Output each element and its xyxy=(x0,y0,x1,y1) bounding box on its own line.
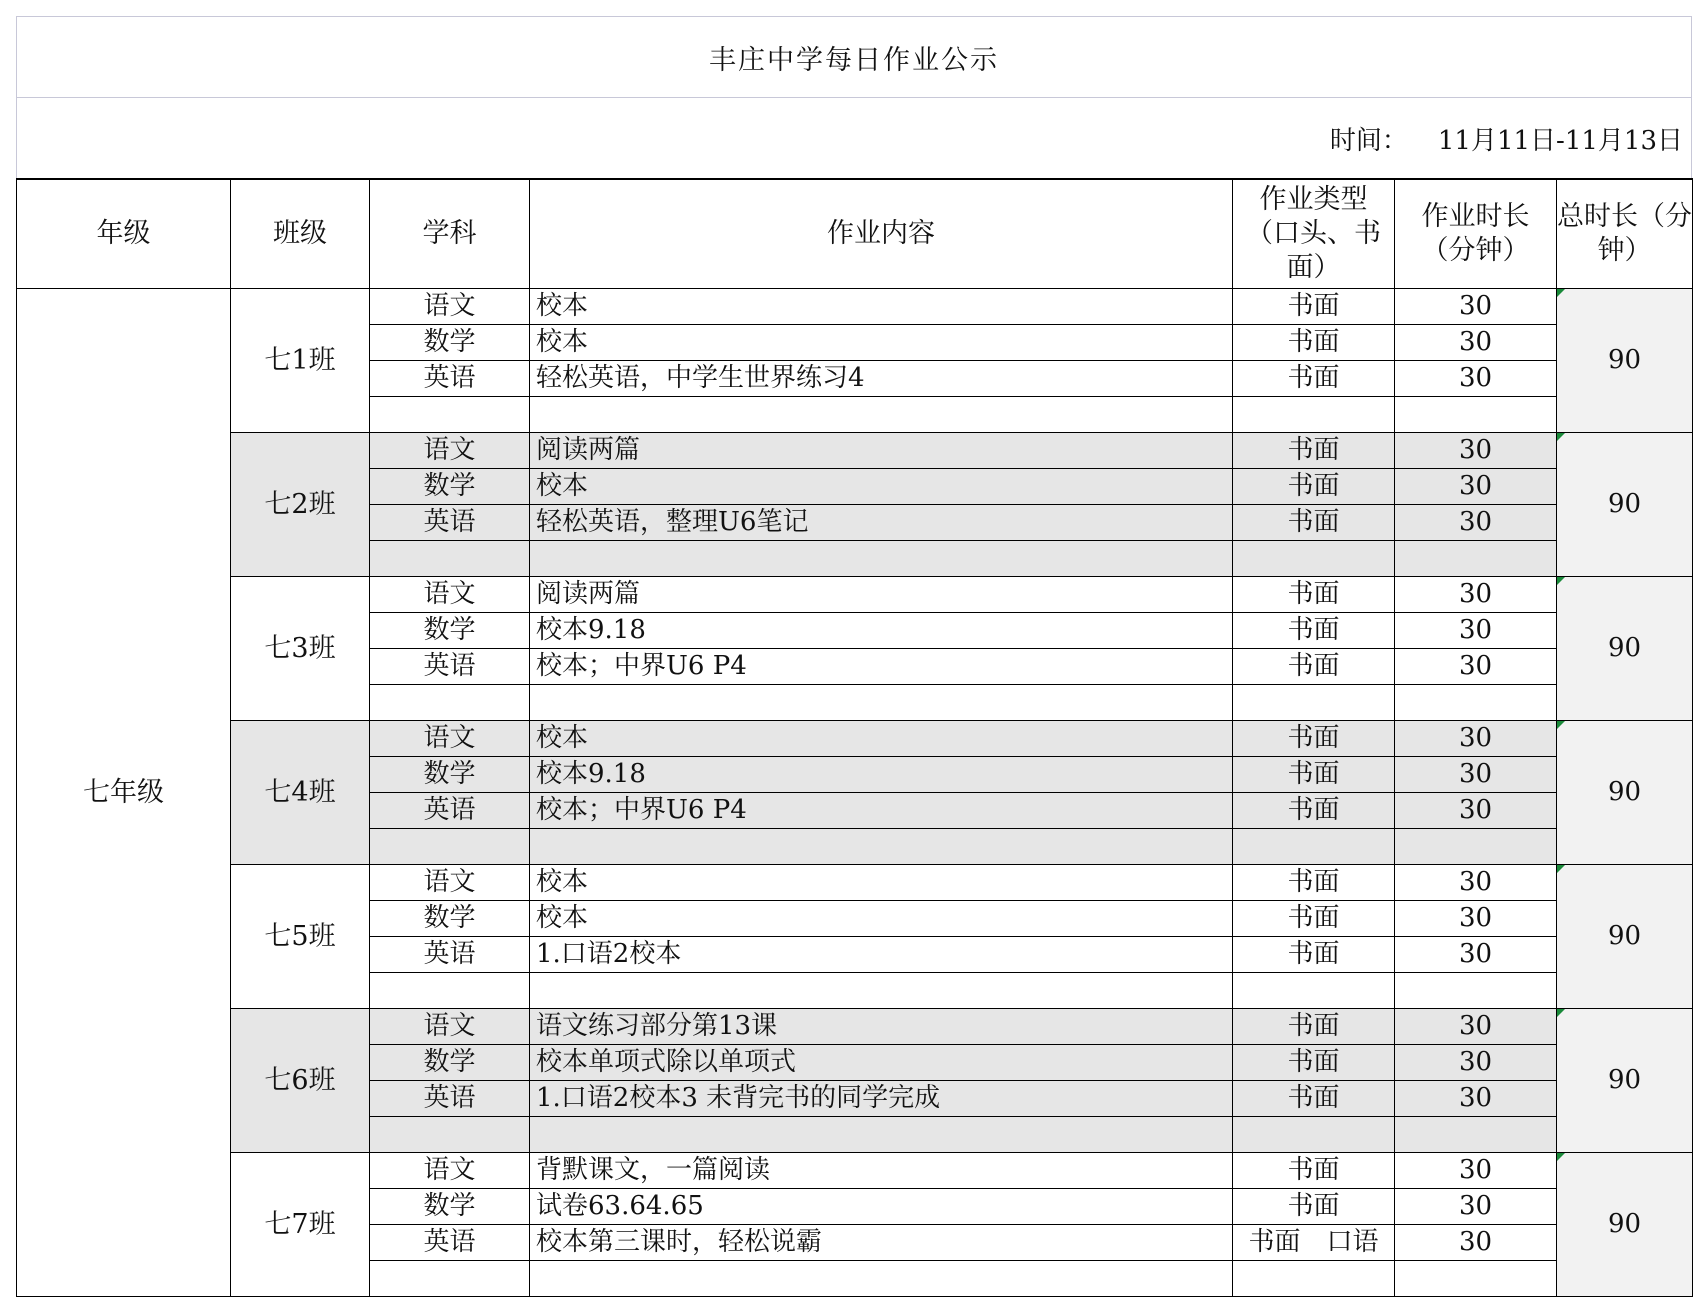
subject-cell: 数学 xyxy=(370,1045,530,1081)
duration-cell xyxy=(1395,829,1557,865)
duration-cell: 30 xyxy=(1395,937,1557,973)
duration-cell: 30 xyxy=(1395,1081,1557,1117)
subject-cell: 数学 xyxy=(370,757,530,793)
subject-cell: 语文 xyxy=(370,1153,530,1189)
content-cell xyxy=(530,1117,1233,1153)
comment-marker-icon xyxy=(1557,1009,1565,1017)
subject-cell: 英语 xyxy=(370,361,530,397)
duration-cell: 30 xyxy=(1395,289,1557,325)
table-row xyxy=(17,1153,1693,1189)
content-cell: 校本9.18 xyxy=(530,757,1233,793)
total-cell xyxy=(1557,1009,1693,1153)
content-cell: 试卷63.64.65 xyxy=(530,1189,1233,1225)
type-cell: 书面 xyxy=(1233,1189,1395,1225)
type-cell: 书面 xyxy=(1233,649,1395,685)
comment-marker-icon xyxy=(1557,289,1565,297)
subject-cell: 语文 xyxy=(370,1009,530,1045)
total-cell xyxy=(1557,865,1693,1009)
comment-marker-icon xyxy=(1557,721,1565,729)
content-cell: 轻松英语，整理U6笔记 xyxy=(530,505,1233,541)
type-cell: 书面 xyxy=(1233,577,1395,613)
subject-cell xyxy=(370,973,530,1009)
comment-marker-icon xyxy=(1557,865,1565,873)
content-cell xyxy=(530,685,1233,721)
content-cell: 校本 xyxy=(530,469,1233,505)
homework-sheet xyxy=(16,16,1692,1297)
duration-cell: 30 xyxy=(1395,721,1557,757)
header-grade: 年级 xyxy=(17,179,231,289)
comment-marker-icon xyxy=(1557,433,1565,441)
total-cell xyxy=(1557,433,1693,577)
subject-cell: 英语 xyxy=(370,505,530,541)
date-label: 时间： xyxy=(1329,125,1408,156)
duration-cell: 30 xyxy=(1395,757,1557,793)
subject-cell: 英语 xyxy=(370,793,530,829)
content-cell: 阅读两篇 xyxy=(530,577,1233,613)
table-body xyxy=(17,289,1693,1297)
total-value: 90 xyxy=(1607,1209,1642,1239)
content-cell xyxy=(530,397,1233,433)
grade-cell: 七年级 xyxy=(17,289,231,1297)
total-value: 90 xyxy=(1607,633,1642,663)
class-cell: 七7班 xyxy=(231,1153,370,1297)
total-value: 90 xyxy=(1607,1065,1642,1095)
type-cell: 书面 口语 xyxy=(1233,1225,1395,1261)
subject-cell xyxy=(370,1261,530,1297)
duration-cell xyxy=(1395,685,1557,721)
header-row xyxy=(17,179,1693,289)
duration-cell: 30 xyxy=(1395,793,1557,829)
content-cell: 校本；中界U6 P4 xyxy=(530,649,1233,685)
header-subject: 学科 xyxy=(370,179,530,289)
header-content: 作业内容 xyxy=(530,179,1233,289)
duration-cell xyxy=(1395,397,1557,433)
type-cell xyxy=(1233,397,1395,433)
header-duration: 作业时长（分钟） xyxy=(1395,179,1557,289)
duration-cell: 30 xyxy=(1395,901,1557,937)
type-cell xyxy=(1233,973,1395,1009)
duration-cell: 30 xyxy=(1395,1009,1557,1045)
content-cell: 校本 xyxy=(530,721,1233,757)
subject-cell: 英语 xyxy=(370,937,530,973)
total-value: 90 xyxy=(1607,345,1642,375)
class-cell: 七6班 xyxy=(231,1009,370,1153)
type-cell: 书面 xyxy=(1233,505,1395,541)
content-cell xyxy=(530,829,1233,865)
type-cell: 书面 xyxy=(1233,721,1395,757)
type-cell xyxy=(1233,829,1395,865)
type-cell xyxy=(1233,541,1395,577)
class-cell: 七2班 xyxy=(231,433,370,577)
date-line xyxy=(16,98,1692,178)
content-cell xyxy=(530,1261,1233,1297)
table-row xyxy=(17,721,1693,757)
duration-cell: 30 xyxy=(1395,649,1557,685)
subject-cell: 数学 xyxy=(370,613,530,649)
type-cell: 书面 xyxy=(1233,1009,1395,1045)
content-cell: 校本9.18 xyxy=(530,613,1233,649)
table-row xyxy=(17,289,1693,325)
class-cell: 七5班 xyxy=(231,865,370,1009)
type-cell: 书面 xyxy=(1233,325,1395,361)
type-cell: 书面 xyxy=(1233,613,1395,649)
comment-marker-icon xyxy=(1557,577,1565,585)
duration-cell xyxy=(1395,973,1557,1009)
subject-cell: 英语 xyxy=(370,1081,530,1117)
duration-cell xyxy=(1395,1261,1557,1297)
total-cell xyxy=(1557,289,1693,433)
content-cell: 校本 xyxy=(530,865,1233,901)
content-cell xyxy=(530,541,1233,577)
duration-cell: 30 xyxy=(1395,1189,1557,1225)
duration-cell: 30 xyxy=(1395,1225,1557,1261)
content-cell xyxy=(530,973,1233,1009)
type-cell xyxy=(1233,1117,1395,1153)
content-cell: 背默课文，一篇阅读 xyxy=(530,1153,1233,1189)
total-value: 90 xyxy=(1607,921,1642,951)
subject-cell: 数学 xyxy=(370,901,530,937)
content-cell: 语文练习部分第13课 xyxy=(530,1009,1233,1045)
duration-cell: 30 xyxy=(1395,865,1557,901)
type-cell: 书面 xyxy=(1233,361,1395,397)
subject-cell xyxy=(370,397,530,433)
type-cell: 书面 xyxy=(1233,1081,1395,1117)
subject-cell xyxy=(370,1117,530,1153)
type-cell xyxy=(1233,685,1395,721)
comment-marker-icon xyxy=(1557,1153,1565,1161)
subject-cell: 英语 xyxy=(370,649,530,685)
duration-cell xyxy=(1395,541,1557,577)
content-cell: 校本第三课时，轻松说霸 xyxy=(530,1225,1233,1261)
duration-cell: 30 xyxy=(1395,469,1557,505)
total-cell xyxy=(1557,577,1693,721)
type-cell: 书面 xyxy=(1233,433,1395,469)
subject-cell xyxy=(370,829,530,865)
content-cell: 校本 xyxy=(530,289,1233,325)
homework-table xyxy=(16,178,1693,1297)
table-row xyxy=(17,433,1693,469)
date-value: 11月11日-11月13日 xyxy=(1437,125,1683,156)
content-cell: 校本；中界U6 P4 xyxy=(530,793,1233,829)
subject-cell: 语文 xyxy=(370,865,530,901)
duration-cell: 30 xyxy=(1395,325,1557,361)
subject-cell: 语文 xyxy=(370,289,530,325)
total-cell xyxy=(1557,721,1693,865)
type-cell: 书面 xyxy=(1233,289,1395,325)
table-row xyxy=(17,577,1693,613)
content-cell: 轻松英语，中学生世界练习4 xyxy=(530,361,1233,397)
content-cell: 校本 xyxy=(530,901,1233,937)
total-cell xyxy=(1557,1153,1693,1297)
duration-cell: 30 xyxy=(1395,1045,1557,1081)
duration-cell xyxy=(1395,1117,1557,1153)
duration-cell: 30 xyxy=(1395,505,1557,541)
content-cell: 阅读两篇 xyxy=(530,433,1233,469)
type-cell: 书面 xyxy=(1233,901,1395,937)
type-cell xyxy=(1233,1261,1395,1297)
subject-cell xyxy=(370,541,530,577)
subject-cell: 语文 xyxy=(370,577,530,613)
type-cell: 书面 xyxy=(1233,1045,1395,1081)
subject-cell: 英语 xyxy=(370,1225,530,1261)
type-cell: 书面 xyxy=(1233,793,1395,829)
subject-cell: 语文 xyxy=(370,433,530,469)
subject-cell: 语文 xyxy=(370,721,530,757)
header-class: 班级 xyxy=(231,179,370,289)
content-cell: 1.口语2校本3 未背完书的同学完成 xyxy=(530,1081,1233,1117)
type-cell: 书面 xyxy=(1233,1153,1395,1189)
class-cell: 七4班 xyxy=(231,721,370,865)
table-row xyxy=(17,1009,1693,1045)
subject-cell: 数学 xyxy=(370,469,530,505)
duration-cell: 30 xyxy=(1395,577,1557,613)
duration-cell: 30 xyxy=(1395,433,1557,469)
page-title: 丰庄中学每日作业公示 xyxy=(16,16,1692,98)
type-cell: 书面 xyxy=(1233,865,1395,901)
class-cell: 七3班 xyxy=(231,577,370,721)
total-value: 90 xyxy=(1607,489,1642,519)
duration-cell: 30 xyxy=(1395,361,1557,397)
type-cell: 书面 xyxy=(1233,469,1395,505)
type-cell: 书面 xyxy=(1233,937,1395,973)
content-cell: 校本单项式除以单项式 xyxy=(530,1045,1233,1081)
subject-cell: 数学 xyxy=(370,1189,530,1225)
duration-cell: 30 xyxy=(1395,613,1557,649)
table-row xyxy=(17,865,1693,901)
class-cell: 七1班 xyxy=(231,289,370,433)
header-total: 总时长（分钟） xyxy=(1557,179,1693,289)
subject-cell: 数学 xyxy=(370,325,530,361)
content-cell: 1.口语2校本 xyxy=(530,937,1233,973)
content-cell: 校本 xyxy=(530,325,1233,361)
header-type: 作业类型（口头、书面） xyxy=(1233,179,1395,289)
type-cell: 书面 xyxy=(1233,757,1395,793)
subject-cell xyxy=(370,685,530,721)
duration-cell: 30 xyxy=(1395,1153,1557,1189)
total-value: 90 xyxy=(1607,777,1642,807)
